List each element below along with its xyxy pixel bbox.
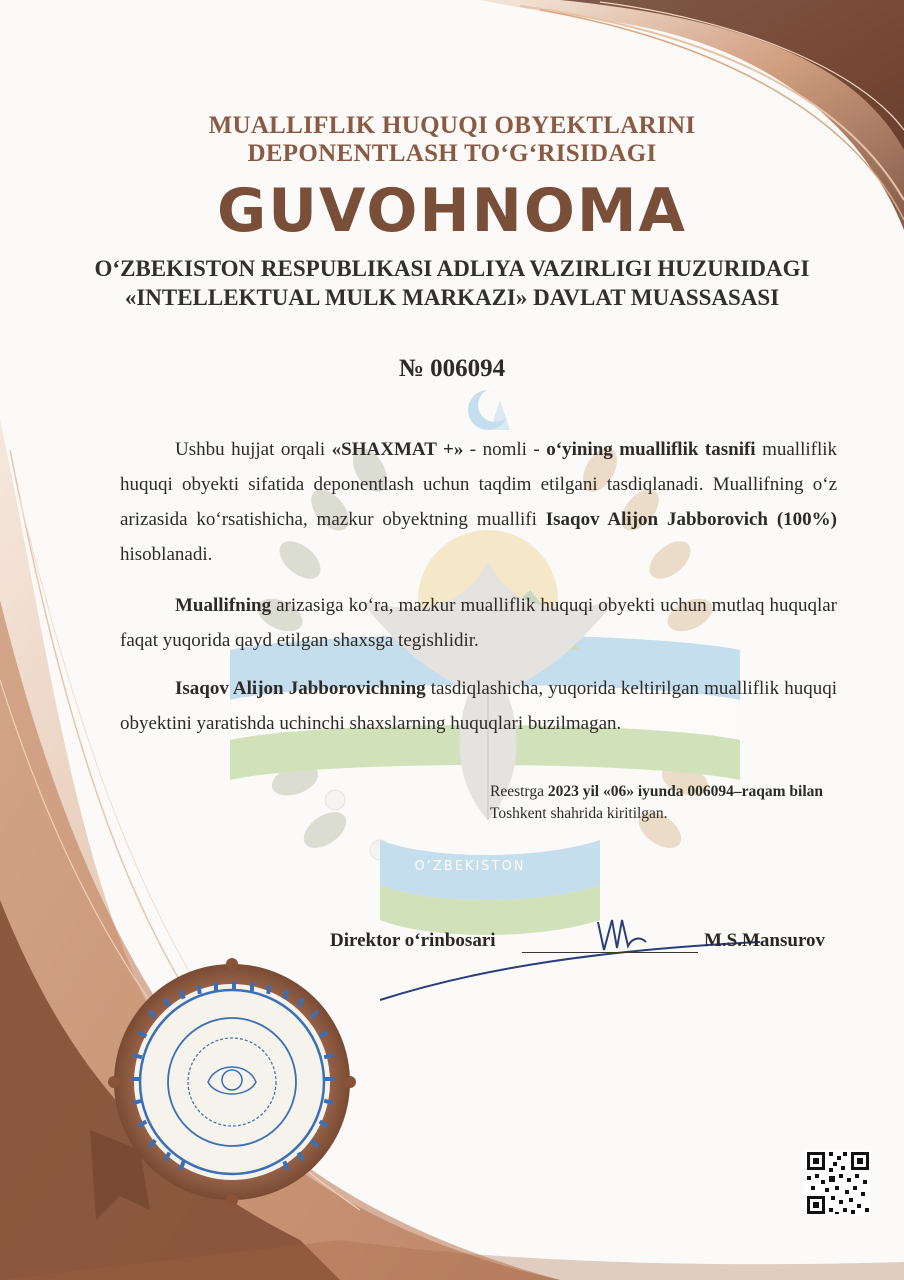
- signatory-role: Direktor o‘rinbosari: [330, 930, 496, 951]
- registry-date-number: 2023 yil «06» iyunda 006094–raqam bilan: [547, 783, 823, 800]
- organization-line-1: O‘ZBEKISTON RESPUBLIKASI ADLIYA VAZIRLIGI HUZURIDAGI: [94, 256, 810, 281]
- paragraph-2-bold: Muallifning: [175, 595, 272, 616]
- paragraph-1-text-2: - nomli -: [463, 439, 547, 460]
- registry-text-2: Toshkent shahrida kiritilgan.: [490, 805, 668, 822]
- paragraph-3-text: tasdiqlashicha, yuqorida keltirilgan mualliflik huquqi obyektini yaratishda uchinchi shaxslarning huquqlari buzilmagan.: [120, 678, 837, 734]
- signatory-name: M.S.Mansurov: [704, 930, 826, 951]
- paragraph-3-bold: Isaqov Alijon Jabborovichning: [175, 678, 426, 699]
- qr-code: [805, 1150, 871, 1216]
- work-type: o‘yining mualliflik tasnifi: [546, 439, 756, 460]
- signature-line: [522, 952, 698, 953]
- paragraph-2: [120, 588, 837, 658]
- paragraph-1-text-4: hisoblanadi.: [120, 544, 213, 565]
- signature-row: [330, 930, 840, 960]
- paragraph-3: [120, 671, 837, 741]
- paragraph-2-text: arizasiga ko‘ra, mazkur mualliflik huquqi obyekti uchun mutlaq huquqlar faqat yuqorida qayd etilgan shaxsga tegishlidir.: [120, 595, 837, 651]
- paragraph-1: [120, 432, 837, 572]
- paragraph-1-text-3: mualliflik huquqi obyekti sifatida deponentlash uchun taqdim etilgani tasdiqlanadi. Muallifning o‘z arizasida ko‘rsatishicha, mazkur obyektning muallifi: [120, 439, 838, 530]
- header-line-1: MUALLIFLIK HUQUQI OBYEKTLARINI: [208, 112, 696, 139]
- certificate-title: GUVOHNOMA: [217, 176, 687, 246]
- work-title: «SHAXMAT +»: [331, 439, 464, 460]
- registry-note: [490, 781, 840, 825]
- emblem-ribbon-text: O‘ZBEKISTON: [414, 859, 526, 874]
- certificate-number: № 006094: [398, 355, 506, 382]
- header-line-2: DEPONENTLASH TO‘G‘RISIDAGI: [247, 140, 657, 167]
- paragraph-1-text-1: Ushbu hujjat orqali: [175, 439, 332, 460]
- organization-line-2: «INTELLEKTUAL MULK MARKAZI» DAVLAT MUASSASASI: [124, 285, 780, 310]
- registry-text-1: Reestrga: [490, 783, 548, 800]
- author-name: Isaqov Alijon Jabborovich (100%): [545, 509, 837, 530]
